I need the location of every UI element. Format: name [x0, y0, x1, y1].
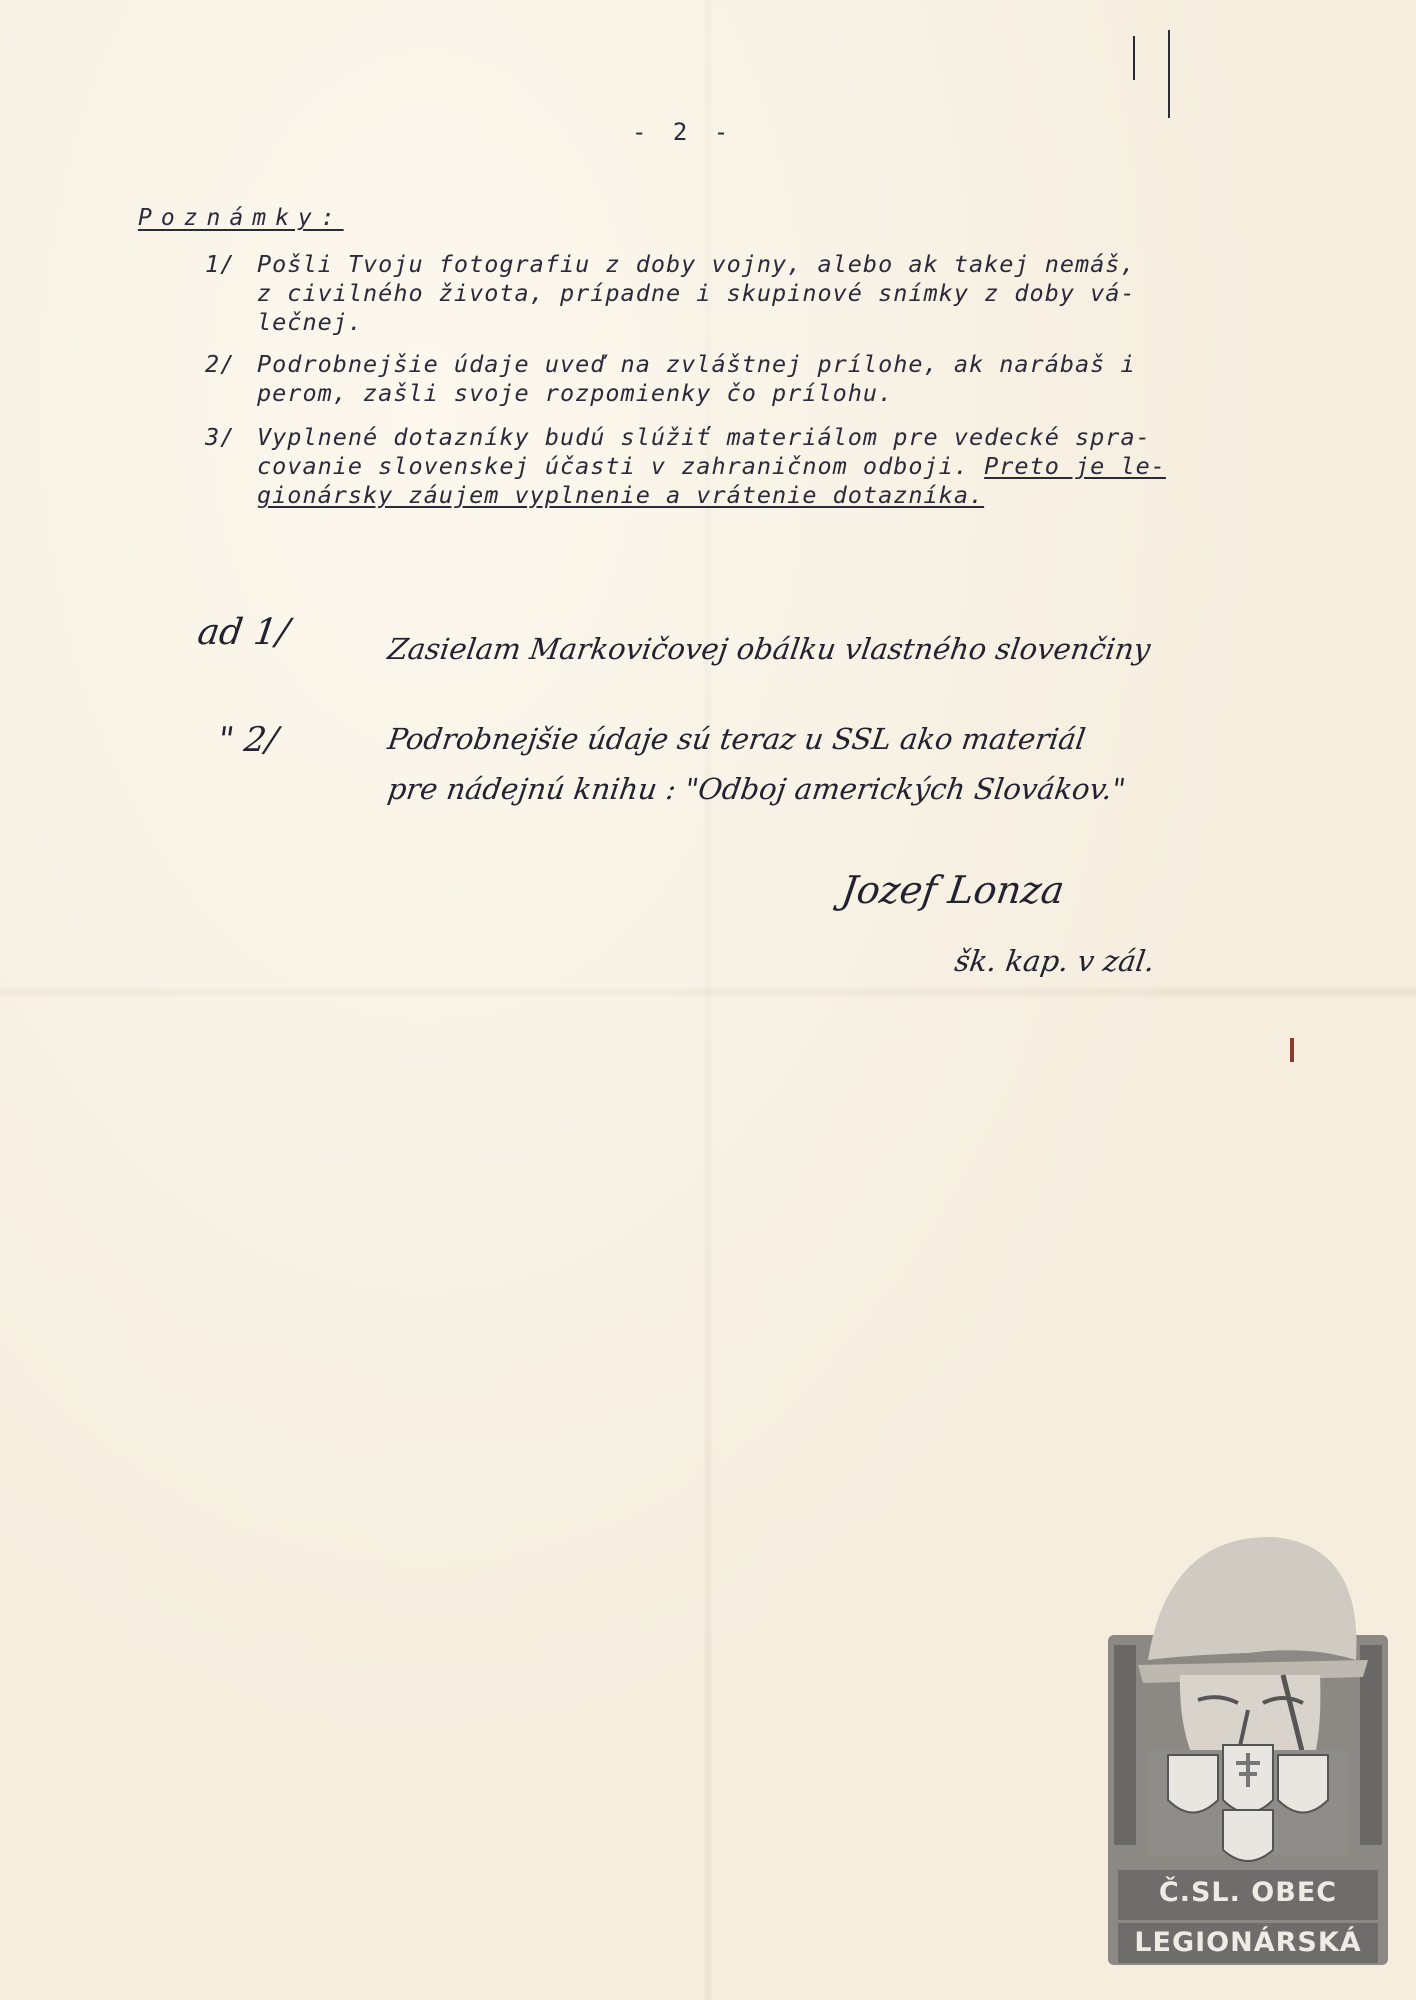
note-line: Pošli Tvoju fotografiu z doby vojny, alebo ak takej nemáš, [257, 250, 1136, 278]
pencil-mark [1133, 36, 1135, 80]
logo-text-bottom: LEGIONÁRSKÁ [1134, 1927, 1362, 1958]
note-line: Podrobnejšie údaje uveď na zvláštnej prílohe, ak narábaš i [257, 350, 1136, 378]
note-number: 1/ [205, 250, 236, 278]
signature: Jozef Lonza [838, 868, 1068, 912]
handwritten-ad2-line2: pre nádejnú knihu : "Odboj amerických Slovákov." [385, 772, 1128, 806]
handwritten-ad2-label: " 2/ [215, 720, 281, 760]
note-emphasis: gionársky záujem vyplnenie a vrátenie dotazníka. [257, 481, 985, 509]
note-item-2 [205, 350, 1295, 408]
legion-logo [1108, 1525, 1388, 1965]
notes-heading: Poznámky: [138, 205, 344, 231]
note-line: lečnej. [257, 308, 364, 336]
pencil-mark [1168, 30, 1170, 118]
handwritten-ad1-text: Zasielam Markovičovej obálku vlastného slovenčiny [385, 632, 1153, 666]
page-number: - 2 - [632, 118, 735, 146]
note-emphasis: Preto je le- [984, 452, 1166, 480]
note-line: z civilného života, prípadne i skupinové snímky z doby vá- [257, 279, 1136, 307]
note-line: perom, zašli svoje rozpomienky čo prílohu. [257, 379, 894, 407]
ink-mark [1290, 1038, 1294, 1062]
signature-title: šk. kap. v zál. [952, 944, 1157, 978]
logo-text-top: Č.SL. OBEC [1158, 1877, 1338, 1908]
handwritten-ad1-label: ad 1/ [195, 612, 292, 653]
note-number: 3/ [205, 423, 236, 451]
note-number: 2/ [205, 350, 236, 378]
note-item-1 [205, 250, 1295, 337]
note-line: Vyplnené dotazníky budú slúžiť materiálom pre vedecké spra- [257, 423, 1151, 451]
note-line: covanie slovenskej účasti v zahraničnom odboji. [257, 452, 969, 480]
note-item-3 [205, 423, 1295, 510]
handwritten-ad2-line1: Podrobnejšie údaje sú teraz u SSL ako materiál [385, 722, 1088, 756]
